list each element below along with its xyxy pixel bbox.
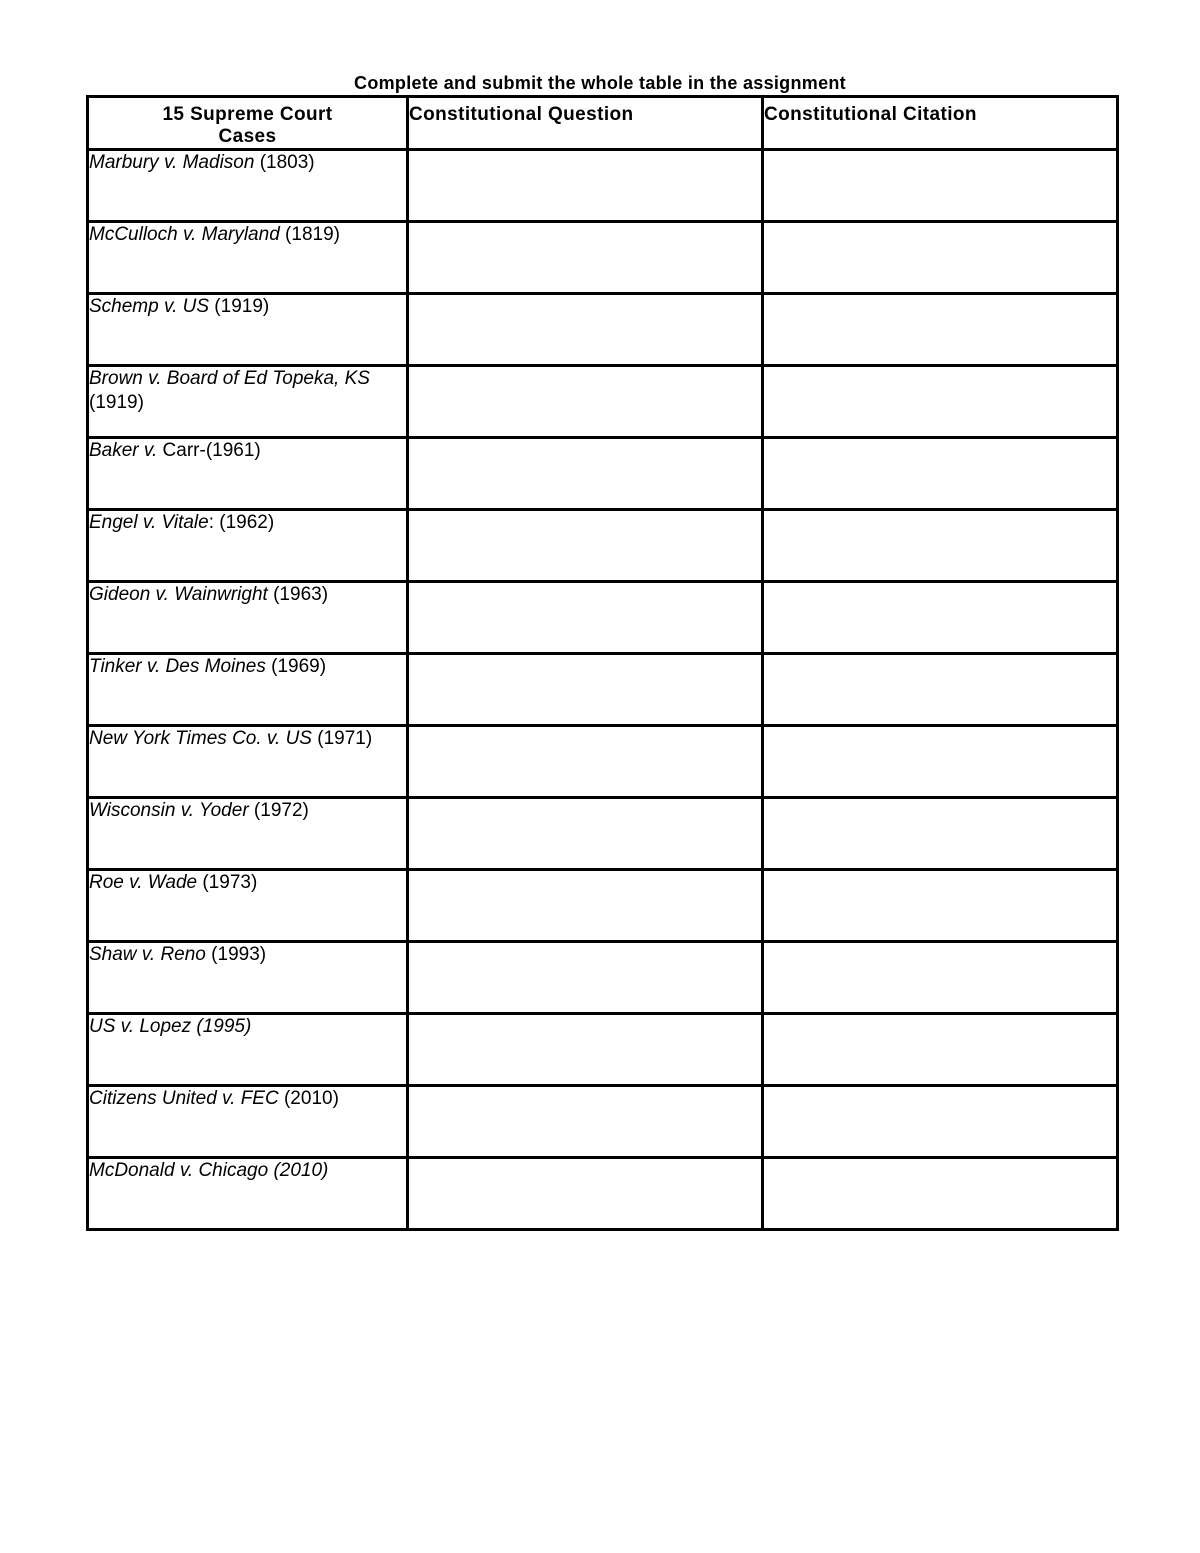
- question-cell[interactable]: [408, 1158, 763, 1230]
- table-row: [88, 582, 1118, 654]
- citation-cell[interactable]: [763, 1158, 1118, 1230]
- citation-cell[interactable]: [763, 582, 1118, 654]
- citation-cell[interactable]: [763, 942, 1118, 1014]
- case-cell: US v. Lopez (1995): [88, 1014, 408, 1086]
- table-row: [88, 294, 1118, 366]
- case-cell: Tinker v. Des Moines (1969): [88, 654, 408, 726]
- case-cell: Schemp v. US (1919): [88, 294, 408, 366]
- question-cell[interactable]: [408, 726, 763, 798]
- question-cell[interactable]: [408, 222, 763, 294]
- header-constitutional-citation: Constitutional Citation: [763, 97, 1118, 150]
- table-header-row: [88, 97, 1118, 150]
- table-row: [88, 438, 1118, 510]
- case-cell: New York Times Co. v. US (1971): [88, 726, 408, 798]
- table-row: [88, 726, 1118, 798]
- citation-cell[interactable]: [763, 870, 1118, 942]
- citation-cell[interactable]: [763, 438, 1118, 510]
- question-cell[interactable]: [408, 510, 763, 582]
- case-cell: McDonald v. Chicago (2010): [88, 1158, 408, 1230]
- question-cell[interactable]: [408, 1014, 763, 1086]
- citation-cell[interactable]: [763, 1014, 1118, 1086]
- table-row: [88, 510, 1118, 582]
- table-row: [88, 654, 1118, 726]
- citation-cell[interactable]: [763, 294, 1118, 366]
- case-cell: Baker v. Carr-(1961): [88, 438, 408, 510]
- citation-cell[interactable]: [763, 654, 1118, 726]
- citation-cell[interactable]: [763, 726, 1118, 798]
- table-row: [88, 870, 1118, 942]
- cases-table: [86, 95, 1119, 1231]
- case-cell: Gideon v. Wainwright (1963): [88, 582, 408, 654]
- question-cell[interactable]: [408, 150, 763, 222]
- citation-cell[interactable]: [763, 1086, 1118, 1158]
- case-cell: Engel v. Vitale: (1962): [88, 510, 408, 582]
- header-cases: 15 Supreme Court Cases: [88, 97, 408, 150]
- table-row: [88, 1014, 1118, 1086]
- case-cell: McCulloch v. Maryland (1819): [88, 222, 408, 294]
- citation-cell[interactable]: [763, 366, 1118, 438]
- header-constitutional-question: Constitutional Question: [408, 97, 763, 150]
- question-cell[interactable]: [408, 1086, 763, 1158]
- table-row: [88, 798, 1118, 870]
- question-cell[interactable]: [408, 366, 763, 438]
- table-row: [88, 1158, 1118, 1230]
- citation-cell[interactable]: [763, 510, 1118, 582]
- case-cell: Brown v. Board of Ed Topeka, KS (1919): [88, 366, 408, 438]
- question-cell[interactable]: [408, 582, 763, 654]
- case-cell: Citizens United v. FEC (2010): [88, 1086, 408, 1158]
- case-cell: Shaw v. Reno (1993): [88, 942, 408, 1014]
- table-row: [88, 1086, 1118, 1158]
- citation-cell[interactable]: [763, 222, 1118, 294]
- table-row: [88, 942, 1118, 1014]
- citation-cell[interactable]: [763, 150, 1118, 222]
- question-cell[interactable]: [408, 798, 763, 870]
- table-row: [88, 222, 1118, 294]
- table-row: [88, 366, 1118, 438]
- question-cell[interactable]: [408, 870, 763, 942]
- table-row: [88, 150, 1118, 222]
- citation-cell[interactable]: [763, 798, 1118, 870]
- question-cell[interactable]: [408, 654, 763, 726]
- page-title: Complete and submit the whole table in the assignment: [354, 73, 846, 93]
- question-cell[interactable]: [408, 294, 763, 366]
- question-cell[interactable]: [408, 438, 763, 510]
- case-cell: Wisconsin v. Yoder (1972): [88, 798, 408, 870]
- case-cell: Marbury v. Madison (1803): [88, 150, 408, 222]
- case-cell: Roe v. Wade (1973): [88, 870, 408, 942]
- question-cell[interactable]: [408, 942, 763, 1014]
